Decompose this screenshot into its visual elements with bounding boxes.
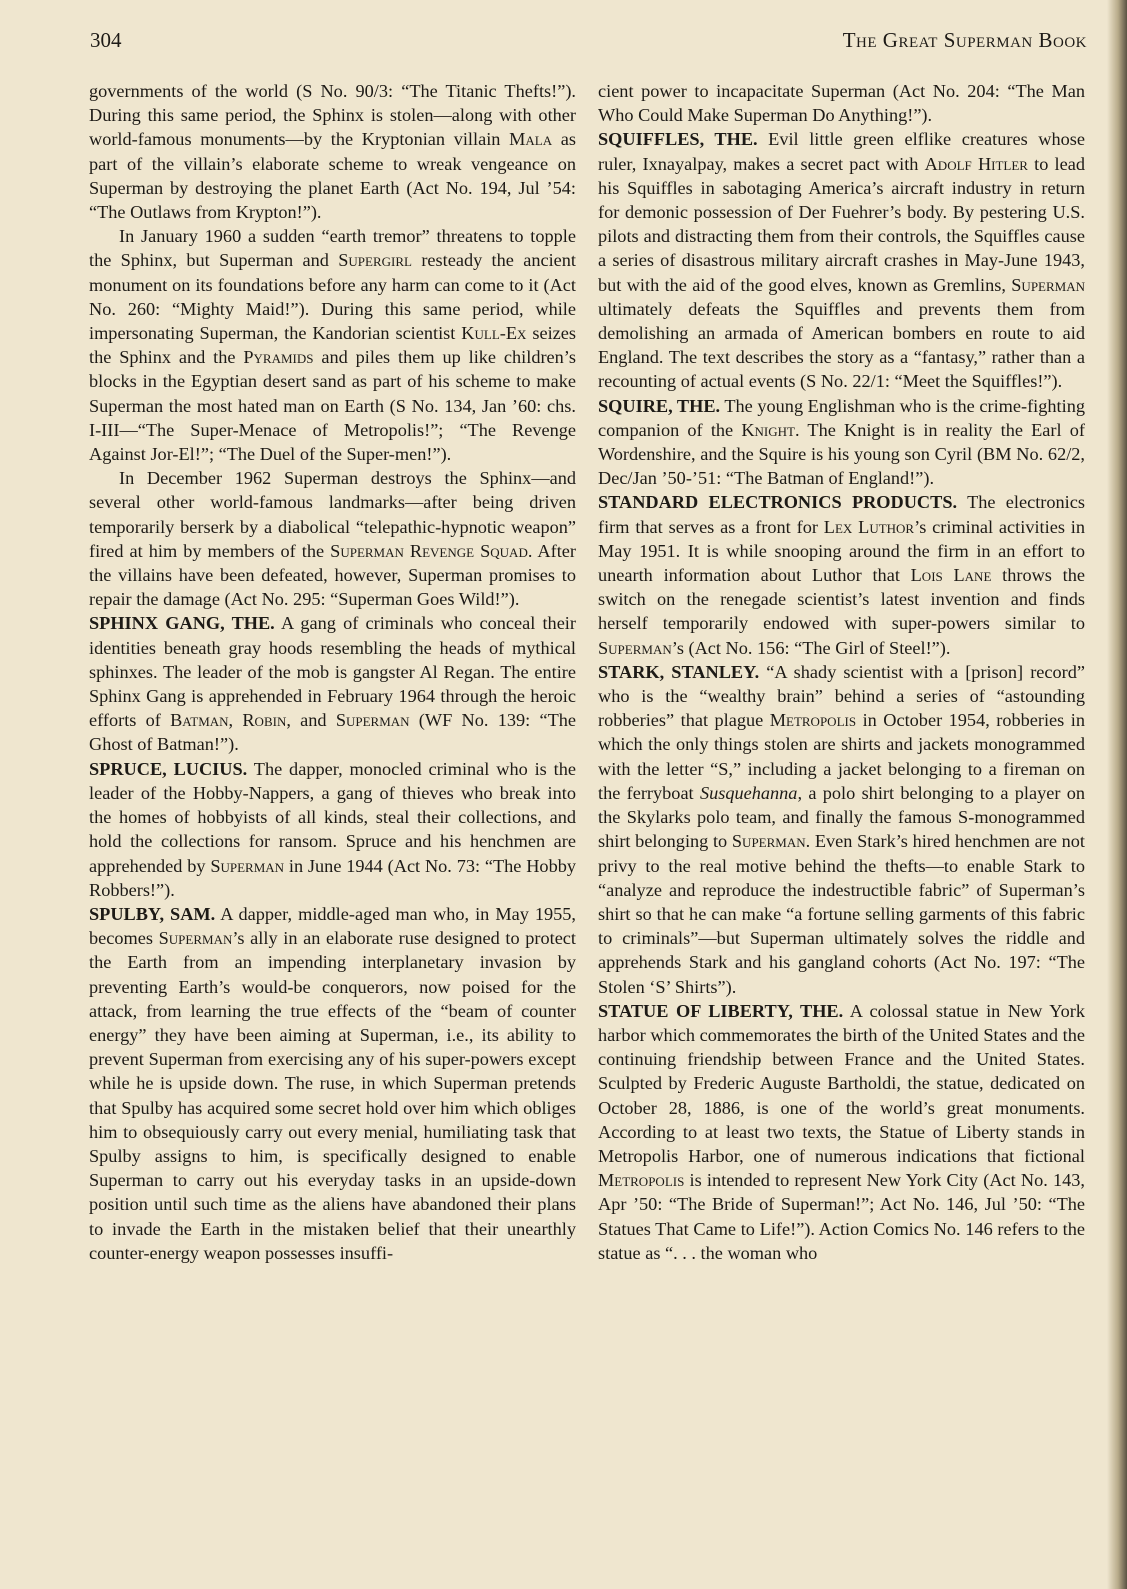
- paragraph-p4: [89, 611, 576, 756]
- cross-reference: Batman: [170, 710, 229, 731]
- entry-headword: STANDARD ELECTRONICS PRODUCTS.: [598, 492, 958, 513]
- entry-headword: SQUIRE, THE.: [598, 395, 721, 416]
- cross-reference: Lex Luthor: [823, 516, 915, 537]
- right-text-column: [598, 79, 1085, 1559]
- body-text: ’s (Act No. 156: “The Girl of Steel!”).: [671, 637, 951, 658]
- body-text: . The Knight is in reality the Earl of Wordenshire, and the Squire is his young son Cyril (BM No. 62/2, Dec/Jan ’50-’51: “The Batman of England!”).: [598, 419, 1085, 489]
- body-text: The dapper, monocled criminal who is the leader of the Hobby-Nappers, a gang of thieves who break into the homes of hobbyists of all kinds, steal their collections, and hold the collections for ransom. Spruce and his henchmen are apprehended by: [89, 758, 576, 876]
- cross-reference: Metropolis: [598, 1170, 685, 1191]
- body-text: governments of the world (S No. 90/3: “The Titanic Thefts!”). During this same period, the Sphinx is stolen—along with other world-famous monuments—by the Kryptonian villain: [89, 81, 576, 150]
- entry-headword: SPRUCE, LUCIUS.: [89, 758, 248, 779]
- body-text: A gang of criminals who conceal their identities beneath gray hoods resembling the heads of mythical sphinxes. The leader of the mob is gangster Al Regan. The entire Sphinx Gang is apprehended in February 1964 through the heroic efforts of: [89, 613, 576, 731]
- cross-reference: Superman Revenge Squad: [330, 540, 528, 561]
- body-text: In January 1960 a sudden “earth tremor” threatens to topple the Sphinx, but Superman and: [89, 226, 576, 271]
- paragraph-p5: [89, 757, 576, 902]
- body-text: ’s ally in an elaborate ruse designed to protect the Earth from an impending interplanetary invasion by preventing Earth’s would-be conquerors, now poised for the attack, from learning the true effects of the “beam of counter energy” they have been aiming at Superman, i.e., its ability to prevent Superman from exercising any of his super-powers except while he is upside down. The ruse, in which Superman pretends that Spulby has acquired some secret hold over him which obliges him to obsequiously carry out every menial, humiliating task that Spulby assigns to him, is specifically designed to enable Superman to carry out his everyday tasks in an upside-down position until such time as the aliens have abandoned their plans to invade the Earth in the mistaken belief that their unearthly counter-energy weapon possesses insuffi-: [89, 928, 576, 1263]
- italic-text: Susquehanna,: [699, 782, 803, 803]
- paragraph-q6: [598, 999, 1085, 1265]
- cross-reference: Adolf Hitler: [924, 153, 1028, 174]
- page-header: [90, 28, 1087, 58]
- cross-reference: Superman: [158, 928, 233, 949]
- body-text: . Even Stark’s hired henchmen are not privy to the real motive behind the thefts—to enable Stark to “analyze and reproduce the indestructible fabric” of Superman’s shirt so that he can make “a fortune selling garments of this fabric to criminals”—but Superman ultimately solves the riddle and apprehends Stark and his gangland cohorts (Act No. 197: “The Stolen ‘S’ Shirts”).: [598, 831, 1085, 997]
- running-title: The Great Superman Book: [842, 28, 1087, 52]
- entry-headword: SQUIFFLES, THE.: [598, 129, 758, 150]
- body-text: resteady the ancient monument on its foundations before any harm can come to it (Act No. 260: “Mighty Maid!”). During this same period, while impersonating Superman, the Kandorian scientist: [89, 250, 576, 344]
- body-text: The electronics firm that serves as a front for: [598, 492, 1085, 537]
- cross-reference: Supergirl: [338, 250, 412, 271]
- body-text: a polo shirt belonging to a player on the Skylarks polo team, and finally the famous S-monogrammed shirt belonging to: [598, 782, 1085, 852]
- cross-reference: Superman: [731, 831, 806, 852]
- body-text: In December 1962 Superman destroys the Sphinx—and several other world-famous landmarks—after being driven temporarily berserk by a diabolical “telepathic-hypnotic weapon” fired at him by members of the: [89, 468, 576, 561]
- body-text: as part of the villain’s elaborate scheme to wreak vengeance on Superman by destroying the planet Earth (Act No. 194, Jul ’54: “The Outlaws from Krypton!”).: [89, 129, 576, 223]
- body-text: in June 1944 (Act No. 73: “The Hobby Robbers!”).: [89, 855, 576, 900]
- body-text: A colossal statue in New York harbor which commemorates the birth of the United States and the continuing friendship between France and the United States. Sculpted by Frederic Auguste Bartholdi, the statue, dedicated on October 28, 1886, is one of the world’s great monuments. According to at least two texts, the Statue of Liberty stands in Metropolis Harbor, one of numerous indications that fictional: [598, 1000, 1085, 1166]
- paragraph-p6: [89, 902, 576, 1265]
- body-text: and piles them up like children’s blocks in the Egyptian desert sand as part of his scheme to make Superman the most hated man on Earth (S No. 134, Jan ’60: chs. I-III—“The Super-Menace of Metropolis!”; “The Revenge Against Jor-El!”; “The Duel of the Super-men!”).: [89, 347, 576, 465]
- body-text: . After the villains have been defeated, however, Superman promises to repair the damage (Act No. 295: “Superman Goes Wild!”).: [89, 540, 576, 610]
- paragraph-q1: [598, 79, 1085, 127]
- paragraph-q4: [598, 490, 1085, 659]
- body-text: throws the switch on the renegade scientist’s latest invention and finds herself temporarily endowed with super-powers similar to: [598, 565, 1085, 634]
- book-spine-shadow: [1107, 0, 1127, 1589]
- body-text: Evil little green elflike creatures whose ruler, Ixnayalpay, makes a secret pact with: [598, 129, 1085, 174]
- body-text: in October 1954, robberies in which the only things stolen are shirts and jackets monogrammed with the letter “S,” including a jacket belonging to a fireman on the ferryboat: [598, 710, 1085, 803]
- cross-reference: Kull-Ex: [461, 323, 527, 344]
- entry-headword: SPULBY, SAM.: [89, 903, 216, 924]
- left-text-column: [89, 79, 576, 1559]
- cross-reference: Superman: [1011, 274, 1085, 295]
- paragraph-q5: [598, 660, 1085, 999]
- entry-headword: STARK, STANLEY.: [598, 661, 760, 682]
- entry-headword: STATUE OF LIBERTY, THE.: [598, 1000, 844, 1021]
- body-text: is intended to represent New York City (Act No. 143, Apr ’50: “The Bride of Superman!”; Act No. 146, Jul ’50: “The Statues That Came to Life!”). Action Comics No. 146 refers to the statue as “. . . the woman who: [598, 1170, 1085, 1263]
- paragraph-p1: [89, 79, 576, 224]
- body-text: A dapper, middle-aged man who, in May 1955, becomes: [89, 903, 576, 949]
- body-text: to lead his Squiffles in sabotaging America’s aircraft industry in return for demonic possession of Der Fuehrer’s body. By pestering U.S. pilots and distracting them from their controls, the Squiffles cause a series of disastrous military aircraft crashes in May-June 1943, but with the aid of the good elves, known as Gremlins,: [598, 153, 1085, 295]
- body-text: ultimately defeats the Squiffles and prevents them from demolishing an armada of American bombers en route to aid England. The text describes the story as a “fantasy,” rather than a recounting of actual events (S No. 22/1: “Meet the Squiffles!”).: [598, 298, 1085, 392]
- cross-reference: Superman: [335, 710, 410, 731]
- cross-reference: Metropolis: [769, 710, 857, 731]
- cross-reference: Mala: [509, 129, 553, 150]
- paragraph-q3: [598, 394, 1085, 491]
- body-text: cient power to incapacitate Superman (Act No. 204: “The Man Who Could Make Superman Do Anything!”).: [598, 81, 1085, 126]
- body-text: “A shady scientist with a [prison] record” who is the “wealthy brain” behind a series of “astounding robberies” that plague: [598, 661, 1085, 731]
- paragraph-q2: [598, 127, 1085, 393]
- body-text: , and: [286, 710, 336, 731]
- body-text: ,: [228, 710, 243, 731]
- cross-reference: Knight: [741, 419, 795, 440]
- cross-reference: Superman: [210, 855, 285, 876]
- cross-reference: Superman: [598, 637, 672, 658]
- paragraph-p3: [89, 466, 576, 611]
- cross-reference: Robin: [242, 710, 287, 731]
- body-text: The young Englishman who is the crime-fighting companion of the: [598, 395, 1085, 440]
- cross-reference: Pyramids: [243, 347, 314, 368]
- page-number: 304: [90, 28, 122, 52]
- body-text: (WF No. 139: “The Ghost of Batman!”).: [89, 710, 576, 755]
- cross-reference: Lois Lane: [910, 565, 992, 586]
- body-text: ’s criminal activities in May 1951. It is while snooping around the firm in an effort to unearth information about Luthor that: [598, 516, 1085, 586]
- paragraph-p2: [89, 224, 576, 466]
- entry-headword: SPHINX GANG, THE.: [89, 613, 275, 634]
- body-text: seizes the Sphinx and the: [89, 323, 576, 368]
